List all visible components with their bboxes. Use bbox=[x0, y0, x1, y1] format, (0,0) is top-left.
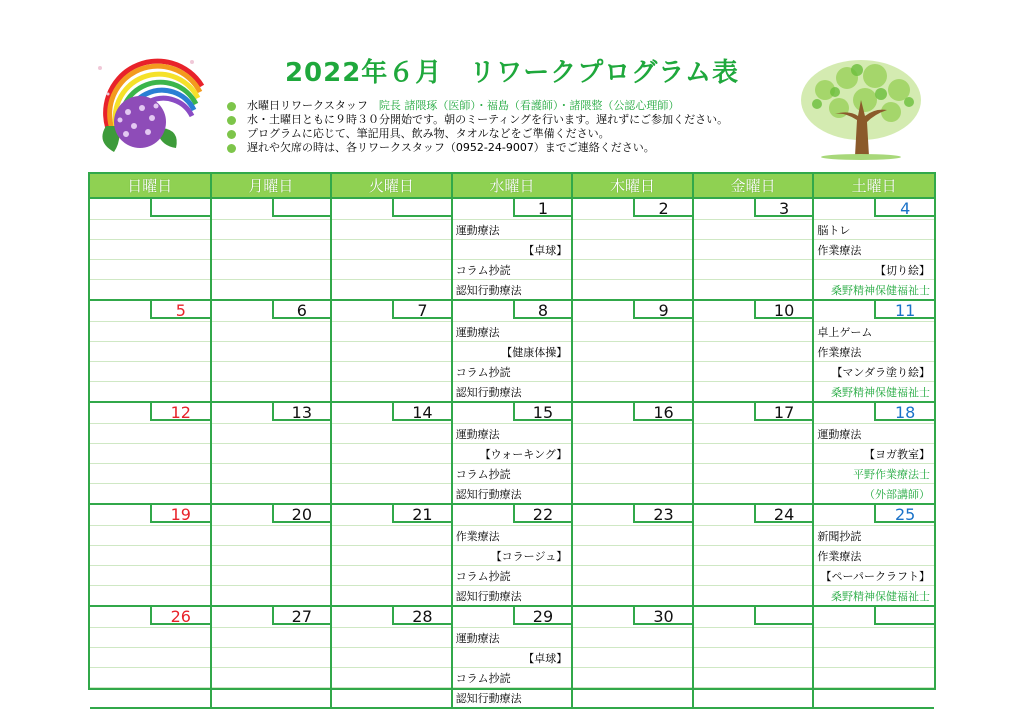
activity-cell bbox=[90, 280, 211, 301]
activity-cell bbox=[331, 526, 452, 546]
activity-cell bbox=[572, 322, 693, 342]
program-item: 【マンダラ塗り絵】 bbox=[831, 365, 930, 379]
date-row bbox=[90, 198, 934, 220]
activity-cell bbox=[452, 280, 573, 301]
activity-cell bbox=[813, 668, 934, 688]
program-item: コラム抄読 bbox=[455, 569, 511, 583]
date-cell bbox=[693, 504, 814, 526]
activity-cell bbox=[211, 688, 332, 709]
activity-cell bbox=[452, 688, 573, 709]
notes-list bbox=[225, 99, 805, 155]
day-number: 25 bbox=[874, 505, 934, 523]
date-cell bbox=[90, 606, 211, 628]
activity-cell bbox=[813, 240, 934, 260]
activity-cell bbox=[693, 240, 814, 260]
activity-row bbox=[90, 240, 934, 260]
activity-cell bbox=[331, 566, 452, 586]
activity-cell bbox=[813, 688, 934, 709]
activity-cell bbox=[90, 668, 211, 688]
activity-cell bbox=[331, 586, 452, 607]
date-cell bbox=[211, 606, 332, 628]
date-cell bbox=[693, 402, 814, 424]
activity-cell bbox=[813, 362, 934, 382]
date-cell bbox=[693, 300, 814, 322]
activity-cell bbox=[452, 464, 573, 484]
activity-cell bbox=[572, 220, 693, 240]
activity-cell bbox=[90, 464, 211, 484]
activity-cell bbox=[331, 648, 452, 668]
day-number: 17 bbox=[754, 403, 813, 421]
date-row bbox=[90, 402, 934, 424]
activity-cell bbox=[211, 382, 332, 403]
date-cell bbox=[813, 606, 934, 628]
program-item: 認知行動療法 bbox=[455, 691, 522, 705]
activity-cell bbox=[572, 280, 693, 301]
day-number: 14 bbox=[392, 403, 451, 421]
activity-cell bbox=[331, 260, 452, 280]
activity-cell bbox=[90, 648, 211, 668]
activity-cell bbox=[90, 362, 211, 382]
activity-cell bbox=[813, 464, 934, 484]
activity-cell bbox=[693, 382, 814, 403]
date-cell bbox=[813, 504, 934, 526]
program-item: コラム抄読 bbox=[455, 671, 511, 685]
day-number: 9 bbox=[633, 301, 692, 319]
weekday-header: 土曜日 bbox=[813, 174, 934, 198]
activity-cell bbox=[452, 586, 573, 607]
activity-cell bbox=[211, 444, 332, 464]
program-item: 【健康体操】 bbox=[501, 345, 568, 359]
activity-row bbox=[90, 342, 934, 362]
activity-cell bbox=[693, 484, 814, 505]
day-number: 18 bbox=[874, 403, 934, 421]
date-cell bbox=[90, 198, 211, 220]
day-number bbox=[392, 199, 451, 217]
note-item bbox=[225, 141, 805, 155]
activity-cell bbox=[90, 240, 211, 260]
program-item: 卓上ゲーム bbox=[817, 325, 873, 339]
date-cell bbox=[90, 300, 211, 322]
activity-cell bbox=[452, 220, 573, 240]
program-item: 作業療法 bbox=[817, 345, 862, 359]
activity-cell bbox=[693, 546, 814, 566]
activity-cell bbox=[452, 648, 573, 668]
activity-cell bbox=[90, 424, 211, 444]
activity-cell bbox=[90, 586, 211, 607]
page-title: 2022年６月 リワークプログラム表 bbox=[284, 58, 740, 88]
activity-cell bbox=[452, 240, 573, 260]
calendar-body bbox=[90, 198, 934, 708]
activity-cell bbox=[211, 546, 332, 566]
activity-cell bbox=[572, 362, 693, 382]
activity-row bbox=[90, 382, 934, 403]
day-number: 28 bbox=[392, 607, 451, 625]
activity-cell bbox=[211, 484, 332, 505]
activity-cell bbox=[211, 220, 332, 240]
note-item bbox=[225, 127, 805, 141]
program-item: 【ウォーキング】 bbox=[479, 447, 568, 461]
date-cell bbox=[331, 504, 452, 526]
activity-cell bbox=[813, 566, 934, 586]
bullet-dot-icon bbox=[227, 102, 236, 111]
activity-row bbox=[90, 688, 934, 709]
day-number: 21 bbox=[392, 505, 451, 523]
activity-cell bbox=[452, 444, 573, 464]
note-text: プログラムに応じて、筆記用具、飲み物、タオルなどをご準備ください。 bbox=[247, 127, 610, 140]
weekday-header: 月曜日 bbox=[211, 174, 332, 198]
program-item: 【ヨガ教室】 bbox=[864, 447, 930, 461]
activity-cell bbox=[211, 668, 332, 688]
activity-cell bbox=[813, 424, 934, 444]
program-item: 【コラージュ】 bbox=[490, 549, 568, 563]
activity-cell bbox=[813, 342, 934, 362]
activity-cell bbox=[693, 362, 814, 382]
program-item: 平野作業療法士 bbox=[853, 467, 930, 481]
day-number: 11 bbox=[874, 301, 934, 319]
activity-cell bbox=[572, 240, 693, 260]
activity-cell bbox=[211, 628, 332, 648]
activity-cell bbox=[211, 424, 332, 444]
program-item: （外部講師） bbox=[864, 487, 930, 501]
program-item: 桑野精神保健福祉士 bbox=[831, 283, 930, 297]
day-number: 26 bbox=[150, 607, 210, 625]
activity-cell bbox=[331, 484, 452, 505]
program-item: 【切り絵】 bbox=[875, 263, 930, 277]
activity-cell bbox=[90, 220, 211, 240]
day-number: 15 bbox=[513, 403, 572, 421]
activity-row bbox=[90, 424, 934, 444]
date-cell bbox=[572, 504, 693, 526]
activity-cell bbox=[90, 382, 211, 403]
activity-cell bbox=[211, 342, 332, 362]
activity-row bbox=[90, 484, 934, 505]
date-cell bbox=[572, 300, 693, 322]
program-item: 認知行動療法 bbox=[455, 589, 522, 603]
activity-cell bbox=[572, 688, 693, 709]
activity-cell bbox=[572, 526, 693, 546]
activity-row bbox=[90, 648, 934, 668]
activity-cell bbox=[331, 424, 452, 444]
weekday-header: 水曜日 bbox=[452, 174, 573, 198]
staff-names: 院長 諸隈琢（医師）・福島（看護師）・諸隈整（公認心理師） bbox=[378, 99, 680, 112]
activity-row bbox=[90, 586, 934, 607]
activity-cell bbox=[211, 464, 332, 484]
activity-cell bbox=[331, 322, 452, 342]
activity-cell bbox=[813, 382, 934, 403]
activity-cell bbox=[211, 586, 332, 607]
activity-row bbox=[90, 444, 934, 464]
date-row bbox=[90, 606, 934, 628]
weekday-header: 日曜日 bbox=[90, 174, 211, 198]
activity-cell bbox=[572, 342, 693, 362]
bullet-dot-icon bbox=[227, 130, 236, 139]
activity-cell bbox=[331, 342, 452, 362]
weekday-header: 金曜日 bbox=[693, 174, 814, 198]
date-row bbox=[90, 504, 934, 526]
note-item bbox=[225, 113, 805, 127]
day-number: 12 bbox=[150, 403, 210, 421]
activity-cell bbox=[813, 280, 934, 301]
activity-cell bbox=[693, 260, 814, 280]
date-cell bbox=[452, 606, 573, 628]
activity-cell bbox=[211, 648, 332, 668]
weekday-header-row bbox=[90, 174, 934, 198]
activity-cell bbox=[90, 444, 211, 464]
activity-cell bbox=[572, 424, 693, 444]
activity-cell bbox=[211, 322, 332, 342]
program-item: 桑野精神保健福祉士 bbox=[831, 589, 930, 603]
note-text: 水・土曜日ともに９時３０分開始です。朝のミーティングを行います。遅れずにご参加ください。 bbox=[247, 113, 729, 126]
date-cell bbox=[331, 198, 452, 220]
activity-cell bbox=[813, 586, 934, 607]
activity-cell bbox=[572, 444, 693, 464]
activity-cell bbox=[452, 484, 573, 505]
activity-cell bbox=[693, 628, 814, 648]
note-text: 水曜日リワークスタッフ bbox=[247, 99, 379, 112]
day-number: 7 bbox=[392, 301, 451, 319]
day-number bbox=[272, 199, 331, 217]
day-number bbox=[150, 199, 210, 217]
activity-cell bbox=[693, 668, 814, 688]
date-cell bbox=[211, 300, 332, 322]
day-number bbox=[874, 607, 934, 625]
activity-row bbox=[90, 668, 934, 688]
activity-cell bbox=[331, 546, 452, 566]
activity-cell bbox=[572, 628, 693, 648]
date-cell bbox=[211, 198, 332, 220]
activity-cell bbox=[452, 668, 573, 688]
date-cell bbox=[331, 606, 452, 628]
activity-row bbox=[90, 546, 934, 566]
activity-cell bbox=[331, 628, 452, 648]
day-number: 27 bbox=[272, 607, 331, 625]
activity-cell bbox=[572, 546, 693, 566]
program-item: 作業療法 bbox=[817, 549, 862, 563]
activity-cell bbox=[90, 526, 211, 546]
activity-cell bbox=[813, 648, 934, 668]
program-item: 運動療法 bbox=[455, 631, 500, 645]
activity-cell bbox=[452, 546, 573, 566]
activity-cell bbox=[452, 342, 573, 362]
activity-cell bbox=[331, 220, 452, 240]
activity-cell bbox=[331, 280, 452, 301]
activity-cell bbox=[813, 220, 934, 240]
date-cell bbox=[331, 402, 452, 424]
activity-cell bbox=[452, 628, 573, 648]
program-item: 運動療法 bbox=[817, 427, 862, 441]
activity-cell bbox=[90, 566, 211, 586]
note-text: 遅れや欠席の時は、各リワークスタッフ（0952-24-9007）までご連絡ください。 bbox=[247, 141, 655, 154]
tree-icon bbox=[795, 56, 925, 161]
date-cell bbox=[211, 402, 332, 424]
date-cell bbox=[813, 198, 934, 220]
date-cell bbox=[331, 300, 452, 322]
day-number: 6 bbox=[272, 301, 331, 319]
activity-cell bbox=[211, 566, 332, 586]
activity-cell bbox=[693, 566, 814, 586]
date-cell bbox=[452, 402, 573, 424]
activity-cell bbox=[693, 342, 814, 362]
activity-cell bbox=[572, 464, 693, 484]
activity-row bbox=[90, 566, 934, 586]
activity-cell bbox=[90, 342, 211, 362]
day-number: 3 bbox=[754, 199, 813, 217]
activity-cell bbox=[693, 220, 814, 240]
day-number: 23 bbox=[633, 505, 692, 523]
date-cell bbox=[452, 504, 573, 526]
day-number: 8 bbox=[513, 301, 572, 319]
activity-cell bbox=[90, 628, 211, 648]
activity-cell bbox=[572, 668, 693, 688]
activity-cell bbox=[693, 444, 814, 464]
program-item: 運動療法 bbox=[455, 325, 500, 339]
day-number: 22 bbox=[513, 505, 572, 523]
activity-cell bbox=[693, 648, 814, 668]
activity-cell bbox=[211, 526, 332, 546]
program-item: 【卓球】 bbox=[523, 243, 568, 257]
program-item: コラム抄読 bbox=[455, 263, 511, 277]
day-number: 10 bbox=[754, 301, 813, 319]
activity-cell bbox=[331, 444, 452, 464]
activity-cell bbox=[693, 322, 814, 342]
activity-row bbox=[90, 628, 934, 648]
activity-cell bbox=[813, 628, 934, 648]
activity-cell bbox=[693, 280, 814, 301]
program-item: 作業療法 bbox=[817, 243, 862, 257]
activity-cell bbox=[90, 260, 211, 280]
activity-cell bbox=[813, 526, 934, 546]
date-cell bbox=[90, 504, 211, 526]
activity-cell bbox=[693, 424, 814, 444]
date-cell bbox=[693, 606, 814, 628]
note-item bbox=[225, 99, 805, 113]
activity-cell bbox=[211, 280, 332, 301]
activity-cell bbox=[90, 484, 211, 505]
program-item: 新聞抄読 bbox=[817, 529, 862, 543]
bullet-dot-icon bbox=[227, 144, 236, 153]
date-cell bbox=[813, 402, 934, 424]
activity-row bbox=[90, 260, 934, 280]
activity-cell bbox=[90, 688, 211, 709]
activity-cell bbox=[90, 322, 211, 342]
day-number: 2 bbox=[633, 199, 692, 217]
activity-cell bbox=[572, 484, 693, 505]
rainbow-hydrangea-icon bbox=[92, 56, 212, 156]
program-item: コラム抄読 bbox=[455, 467, 511, 481]
activity-cell bbox=[211, 240, 332, 260]
program-item: 認知行動療法 bbox=[455, 487, 522, 501]
date-cell bbox=[693, 198, 814, 220]
bullet-dot-icon bbox=[227, 116, 236, 125]
activity-cell bbox=[572, 586, 693, 607]
activity-cell bbox=[452, 260, 573, 280]
day-number: 4 bbox=[874, 199, 934, 217]
date-cell bbox=[572, 198, 693, 220]
day-number: 30 bbox=[633, 607, 692, 625]
activity-cell bbox=[693, 688, 814, 709]
program-item: 認知行動療法 bbox=[455, 283, 522, 297]
activity-cell bbox=[331, 688, 452, 709]
activity-cell bbox=[572, 566, 693, 586]
program-item: コラム抄読 bbox=[455, 365, 511, 379]
activity-row bbox=[90, 220, 934, 240]
day-number: 1 bbox=[513, 199, 572, 217]
activity-cell bbox=[331, 668, 452, 688]
program-item: 脳トレ bbox=[817, 223, 851, 237]
date-cell bbox=[572, 402, 693, 424]
date-cell bbox=[813, 300, 934, 322]
activity-cell bbox=[813, 546, 934, 566]
activity-row bbox=[90, 362, 934, 382]
activity-cell bbox=[452, 322, 573, 342]
activity-cell bbox=[693, 464, 814, 484]
program-item: 【ペーパークラフト】 bbox=[820, 569, 930, 583]
activity-cell bbox=[572, 382, 693, 403]
activity-cell bbox=[693, 586, 814, 607]
day-number: 16 bbox=[633, 403, 692, 421]
activity-cell bbox=[331, 240, 452, 260]
day-number: 24 bbox=[754, 505, 813, 523]
activity-cell bbox=[572, 648, 693, 668]
activity-cell bbox=[90, 546, 211, 566]
activity-cell bbox=[452, 424, 573, 444]
day-number: 13 bbox=[272, 403, 331, 421]
activity-cell bbox=[452, 362, 573, 382]
date-cell bbox=[452, 300, 573, 322]
program-item: 作業療法 bbox=[455, 529, 500, 543]
activity-cell bbox=[452, 382, 573, 403]
activity-row bbox=[90, 464, 934, 484]
program-item: 運動療法 bbox=[455, 427, 500, 441]
day-number: 19 bbox=[150, 505, 210, 523]
weekday-header: 木曜日 bbox=[572, 174, 693, 198]
day-number: 20 bbox=[272, 505, 331, 523]
activity-cell bbox=[693, 526, 814, 546]
activity-cell bbox=[572, 260, 693, 280]
activity-cell bbox=[813, 444, 934, 464]
day-number bbox=[754, 607, 813, 625]
day-number: 29 bbox=[513, 607, 572, 625]
activity-cell bbox=[813, 484, 934, 505]
activity-cell bbox=[211, 260, 332, 280]
activity-cell bbox=[452, 566, 573, 586]
activity-cell bbox=[331, 362, 452, 382]
activity-cell bbox=[813, 260, 934, 280]
activity-cell bbox=[331, 382, 452, 403]
date-cell bbox=[90, 402, 211, 424]
date-cell bbox=[452, 198, 573, 220]
date-cell bbox=[572, 606, 693, 628]
program-item: 認知行動療法 bbox=[455, 385, 522, 399]
activity-row bbox=[90, 280, 934, 301]
day-number: 5 bbox=[150, 301, 210, 319]
date-cell bbox=[211, 504, 332, 526]
activity-cell bbox=[331, 464, 452, 484]
activity-row bbox=[90, 526, 934, 546]
program-item: 【卓球】 bbox=[523, 651, 568, 665]
calendar-table bbox=[88, 172, 936, 705]
activity-cell bbox=[813, 322, 934, 342]
program-item: 運動療法 bbox=[455, 223, 500, 237]
activity-row bbox=[90, 322, 934, 342]
program-item: 桑野精神保健福祉士 bbox=[831, 385, 930, 399]
weekday-header: 火曜日 bbox=[331, 174, 452, 198]
date-row bbox=[90, 300, 934, 322]
activity-cell bbox=[452, 526, 573, 546]
activity-cell bbox=[211, 362, 332, 382]
